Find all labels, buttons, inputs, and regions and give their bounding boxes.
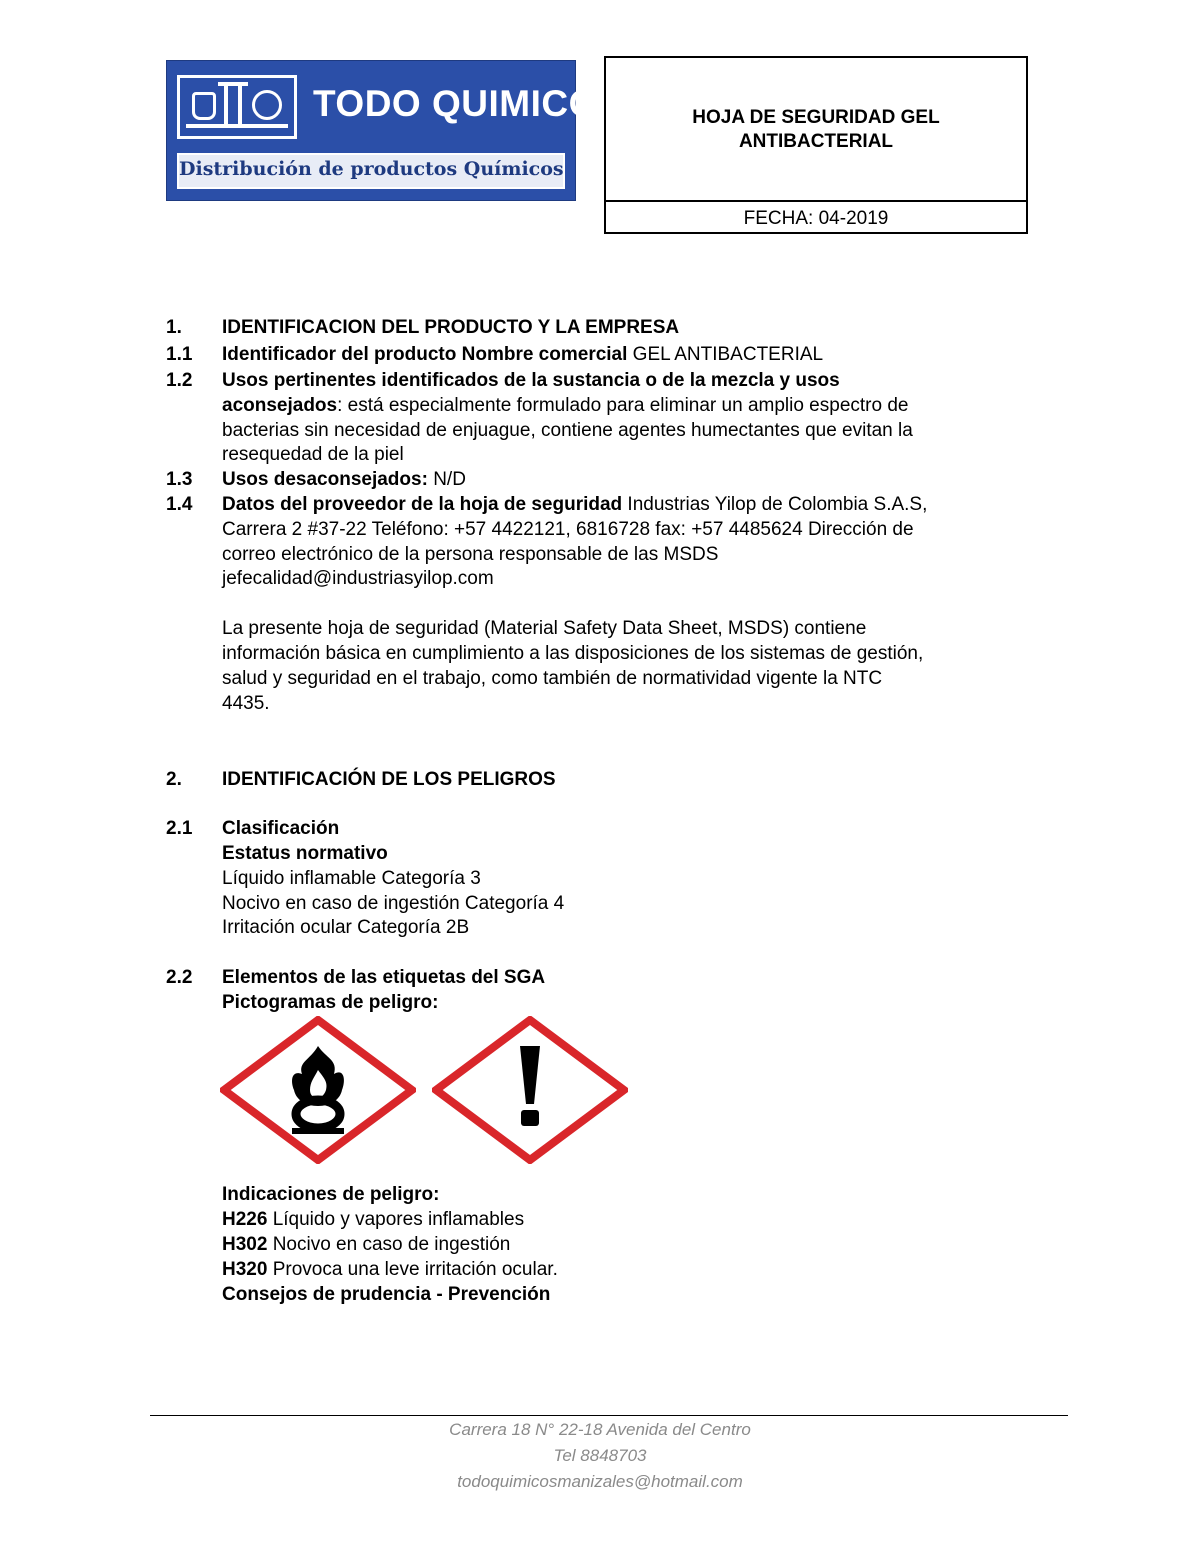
s14-text-line3: correo electrónico de la persona responsable de las MSDS [222,544,719,565]
msds-note-line1: La presente hoja de seguridad (Material Safety Data Sheet, MSDS) contiene [222,618,867,639]
s21-subtitle: Estatus normativo [222,843,388,864]
s14-number: 1.4 [166,494,193,515]
s21-number: 2.1 [166,818,193,839]
s12-number: 1.2 [166,370,193,391]
s12-label-line1: Usos pertinentes identificados de la sustancia o de la mezcla y usos [222,370,840,391]
classification-item: Irritación ocular Categoría 2B [222,917,470,938]
footer-address: Carrera 18 N° 22-18 Avenida del Centro [449,1420,751,1439]
s14-text-line2: Carrera 2 #37-22 Teléfono: +57 4422121, 6816728 fax: +57 4485624 Dirección de [222,519,914,540]
section2-number: 2. [166,769,182,790]
hazard-statement [222,1258,558,1282]
s21-title: Clasificación [222,818,340,839]
s22-title: Elementos de las etiquetas del SGA [222,967,546,988]
section1-heading: IDENTIFICACION DEL PRODUCTO Y LA EMPRESA [222,317,680,338]
logo-tagline-band [177,153,565,189]
pictograms-label: Pictogramas de peligro: [222,992,439,1013]
s12-label-line2: aconsejados [222,395,338,416]
flask-scale-icon [177,75,297,139]
header-divider [606,200,1026,202]
document-title-line1: HOJA DE SEGURIDAD GEL [692,107,940,128]
s12-text-line3: bacterias sin necesidad de enjuague, contiene agentes humectantes que evitan la [222,420,913,441]
s14-email: jefecalidad@industriasyilop.com [222,568,494,589]
hazard-statement [222,1208,524,1232]
s11-value: GEL ANTIBACTERIAL [627,344,824,365]
msds-note-line2: información básica en cumplimiento a las disposiciones de los sistemas de gestión, [222,643,924,664]
logo-brand-name: TODO QUIMICOS [313,83,624,124]
s12-text-line2: : está especialmente formulado para eliminar un amplio espectro de [337,395,909,416]
classification-item: Nocivo en caso de ingestión Categoría 4 [222,893,565,914]
s12-line2 [222,394,908,418]
precautionary-statements-label: Consejos de prudencia - Prevención [222,1284,551,1305]
footer-divider [150,1415,1068,1416]
document-title [606,106,1026,154]
hazard-statements-label: Indicaciones de peligro: [222,1184,440,1205]
company-logo [166,60,624,201]
hazard-code: H302 [222,1234,268,1255]
exclamation-icon [432,1016,628,1164]
s22-number: 2.2 [166,967,193,988]
hazard-statement [222,1233,510,1257]
document-title-line2: ANTIBACTERIAL [738,131,894,152]
s13-number: 1.3 [166,469,193,490]
footer-email: todoquimicosmanizales@hotmail.com [457,1472,743,1491]
s14-text-line1: Industrias Yilop de Colombia S.A.S, [622,494,928,515]
s11-line [222,343,823,367]
logo-tagline: Distribución de productos Químicos [179,158,564,180]
s13-value: N/D [427,469,466,490]
s12-text-line4: resequedad de la piel [222,444,404,465]
hazard-code: H226 [222,1209,268,1230]
s14-line1 [222,493,927,517]
section1-number: 1. [166,317,182,338]
msds-note-line4: 4435. [222,693,270,714]
document-header-box [604,56,1028,234]
s13-line [222,468,466,492]
footer-phone: Tel 8848703 [553,1446,647,1465]
flame-over-circle-icon [220,1016,416,1164]
hazard-text: Provoca una leve irritación ocular. [267,1259,558,1280]
document-date: FECHA: 04-2019 [743,208,889,229]
section2-heading: IDENTIFICACIÓN DE LOS PELIGROS [222,769,556,790]
hazard-text: Nocivo en caso de ingestión [267,1234,511,1255]
classification-item: Líquido inflamable Categoría 3 [222,868,481,889]
msds-note-line3: salud y seguridad en el trabajo, como también de normatividad vigente la NTC [222,668,883,689]
s11-number: 1.1 [166,344,193,365]
s14-label: Datos del proveedor de la hoja de seguridad [222,494,623,515]
hazard-code: H320 [222,1259,268,1280]
s11-label: Identificador del producto Nombre comercial [222,344,628,365]
s13-label: Usos desaconsejados: [222,469,428,490]
hazard-text: Líquido y vapores inflamables [267,1209,525,1230]
